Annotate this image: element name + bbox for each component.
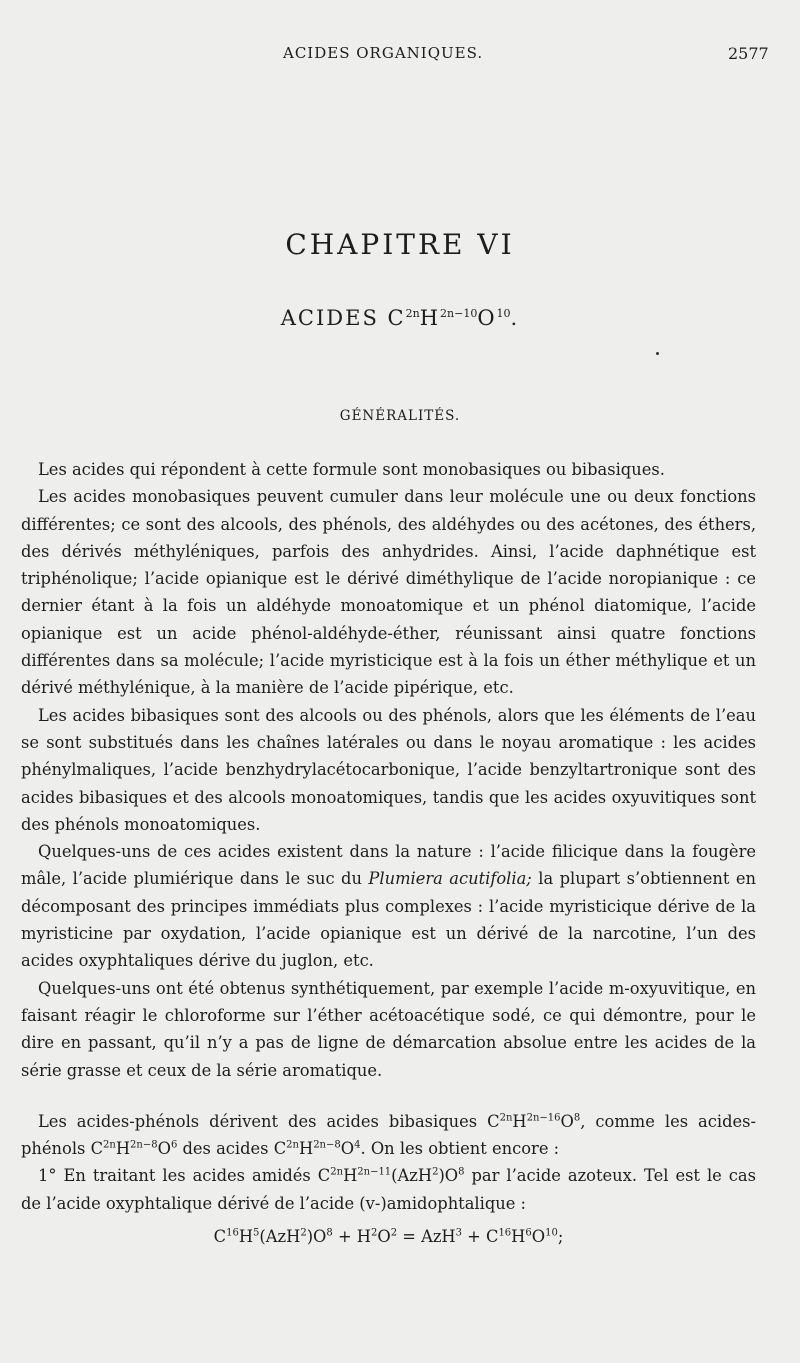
paragraph: Les acides monobasiques peuvent cumuler dans leur molécule une ou deux fonctions différentes; ce sont des alcools, des phénols, des aldéhydes ou des acétones, des éthers, des dérivés méthyléniques, parfois des anhydrides. Ainsi, l’acide daphnétique est triphénolique; l’acide opianique est le dérivé diméthylique de l’acide noropianique : ce dernier étant à la fois un aldéhyde monoatomique et un phénol diatomique, l’acide opianique est un acide phénol-aldéhyde-éther, réunissant ainsi quatre fonctions différentes dans sa molécule; l’acide myristicique est à la fois un éther méthylique et un dérivé méthylénique, à la manière de l’acide pipérique, etc. — [21, 487, 756, 698]
paragraph: Les acides qui répondent à cette formule sont monobasiques ou bibasiques. — [38, 460, 665, 479]
paragraph: Quelques-uns ont été obtenus synthétiquement, par exemple l’acide m-oxyuvitique, en faisant réagir le chloroforme sur l’éther acétoacétique sodé, ce qui démontre, pour le dire en passant, qu’il n’y a pas de ligne de démarcation absolue entre les acides de la série grasse et ceux de la série aromatique. — [21, 978, 756, 1080]
section-title: GÉNÉRALITÉS. — [339, 408, 461, 424]
page-number: 2577 — [728, 44, 769, 63]
acid-family-title: ACIDES $C^{2n}H^{2n-10}O^{10}$. — [280, 306, 520, 330]
paragraph: Les acides bibasiques sont des alcools ou des phénols, alors que les éléments de l’eau se sont substitués dans les chaînes latérales ou dans le noyau aromatique : les acides phénylmaliques, l’acide benzhydrylacétocarbonique, l’acide benzyltartronique sont des acides bibasiques et des alcools monoatomiques, tandis que les acides oxyuvitiques sont des phénols monoatomiques. — [21, 705, 756, 834]
chapter-title: CHAPITRE VI — [285, 228, 515, 261]
ink-speck — [656, 352, 659, 355]
chemical-equation: $C^{16}H^5(AzH^2)O^8 + H^2O^2 = AzH^3 + C^{16}H^6O^{10}$; — [213, 1227, 564, 1247]
body-text — [21, 456, 756, 1250]
running-head — [0, 44, 800, 68]
paragraph: 1° En traitant les acides amidés $C^{2n}H^{2n-11}(AzH^2)O^8$ par l’acide azoteux. Tel est le cas de l’acide oxyphtalique dérivé de l’acide (v-)amidophtalique : — [21, 1166, 756, 1213]
paragraph: Quelques-uns de ces acides existent dans la nature : l’acide filicique dans la fougère mâle, l’acide plumiérique dans le suc du Plumiera acutifolia; la plupart s’obtiennent en décomposant des principes immédiats plus complexes : l’acide myristicique dérive de la myristicine par oxydation, l’acide opianique est un dérivé de la narcotine, l’un des acides oxyphtaliques dérive du juglon, etc. — [21, 842, 756, 971]
paragraph-gap — [21, 1084, 756, 1108]
running-title: ACIDES ORGANIQUES. — [283, 44, 484, 62]
species-name: Plumiera acutifolia; — [368, 869, 532, 889]
paragraph: Les acides-phénols dérivent des acides bibasiques $C^{2n}H^{2n-16}O^8$, comme les acides-phénols $C^{2n}H^{2n-8}O^6$ des acides $C^{2n}H^{2n-8}O^4$. On les obtient encore : — [21, 1111, 757, 1159]
